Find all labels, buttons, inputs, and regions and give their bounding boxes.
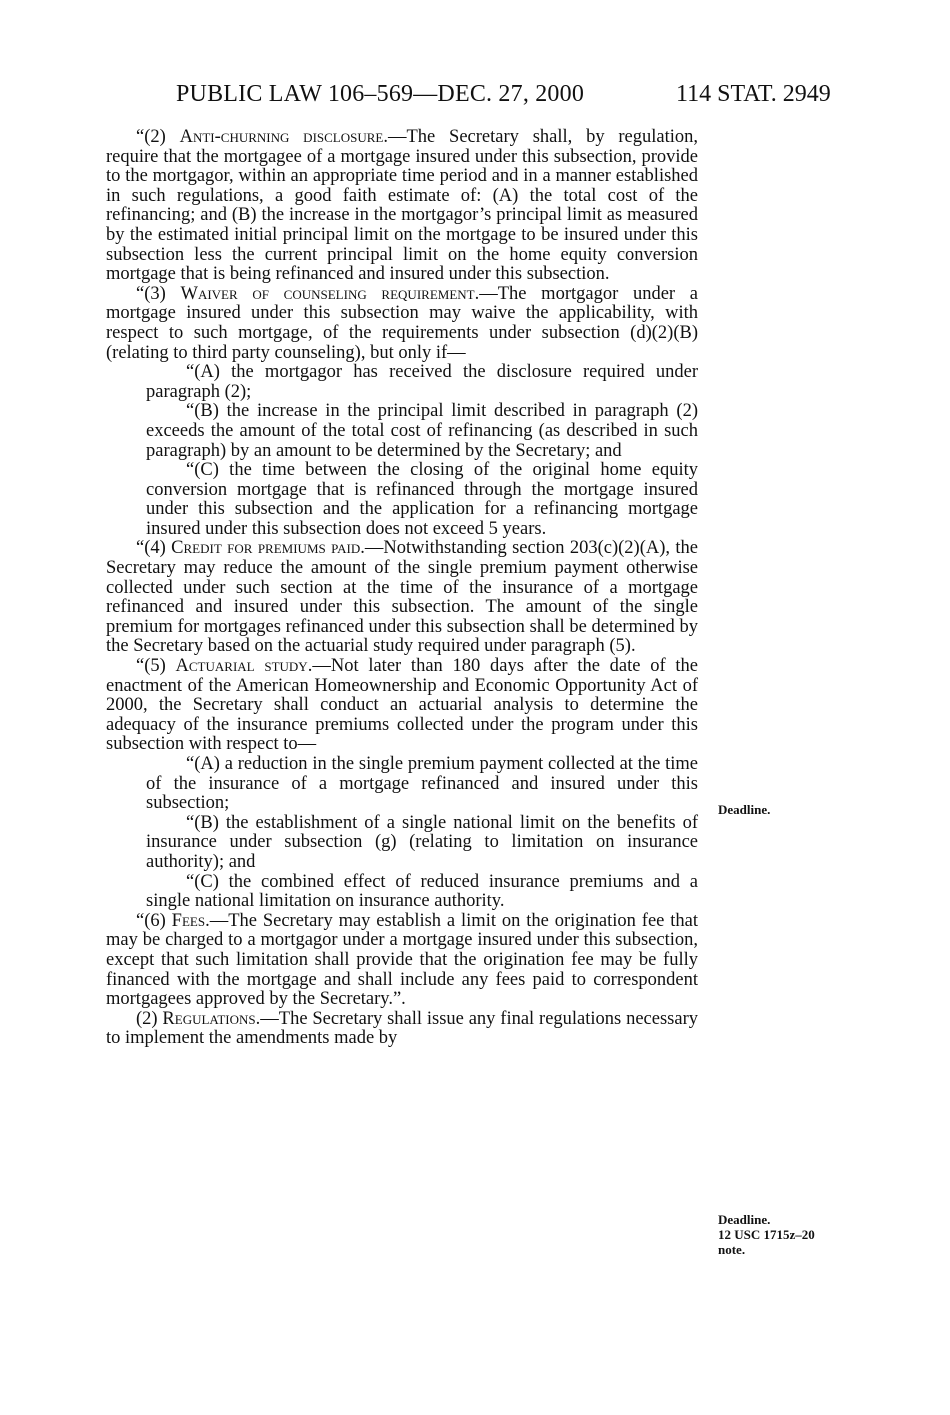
- margin-note-deadline: [718, 1212, 815, 1257]
- running-header-title: PUBLIC LAW 106–569—DEC. 27, 2000: [176, 81, 585, 107]
- paragraph-anti-churning-disclosure: “(2) Anti-churning disclosure.—The Secretary shall, by regulation, require that the mortgagee of a mortgage insured under this subsection, provide to the mortgagor, within an appropriate time period and in a manner established in such regulations, a good faith estimate of: (A) the total cost of the refinancing; and (B) the increase in the mortgagor’s principal limit as measured by the estimated initial principal limit on the mortgage to be insured under this subsection less the current principal limit on the home equity conversion mortgage that is being refinanced and insured under this subsection.: [106, 127, 698, 285]
- paragraph-regulations: (2) Regulations.—The Secretary shall issue any final regulations necessary to implement the amendments made by: [106, 1008, 698, 1049]
- section-heading: Fees: [171, 910, 206, 931]
- section-heading: Regulations: [162, 1008, 256, 1029]
- paragraph-actuarial-study: “(5) Actuarial study.—Not later than 180 days after the date of the enactment of the American Homeownership and Economic Opportunity Act of 2000, the Secretary shall conduct an actuarial analysis to determine the adequacy of the insurance premiums collected under the program under this subsection with respect to—: [106, 656, 698, 755]
- margin-note-deadline-label: Deadline.: [718, 1212, 771, 1227]
- paragraph-credit-for-premiums: “(4) Credit for premiums paid.—Notwithstanding section 203(c)(2)(A), the Secretary may reduce the amount of the single premium payment otherwise collected under such section at the time of the insurance of a mortgage refinanced and insured under this subsection. The amount of the single premium for mortgages refinanced under this subsection shall be determined by the Secretary based on the actuarial study required under paragraph (5).: [106, 538, 698, 657]
- section-heading: Credit for premiums paid: [171, 538, 361, 559]
- subparagraph-3b: “(B) the increase in the principal limit described in paragraph (2) exceeds the amount of the total cost of refinancing (as described in such paragraph) by an amount to be determined by the Secretary; and: [146, 401, 698, 461]
- section-heading: Waiver of counseling requirement: [180, 283, 475, 304]
- subparagraph-5b: “(B) the establishment of a single national limit on the benefits of insurance under subsection (g) (relating to limitation on insurance authority); and: [146, 812, 698, 872]
- paragraph-fees: “(6) Fees.—The Secretary may establish a limit on the origination fee that may be charged to a mortgagor under a mortgage insured under this subsection, except that such limitation shall provide that the origination fee may be fully financed with the mortgage and shall include any fees paid to correspondent mortgagees approved by the Secretary.”.: [106, 910, 698, 1010]
- subparagraph-5c: “(C) the combined effect of reduced insurance premiums and a single national limitation on insurance authority.: [146, 871, 698, 912]
- margin-note-usc-reference: 12 USC 1715z–20: [718, 1227, 815, 1242]
- margin-note-deadline: Deadline.: [718, 802, 771, 817]
- section-heading: Anti-churning disclosure: [179, 127, 384, 147]
- subparagraph-3a: “(A) the mortgagor has received the disclosure required under paragraph (2);: [146, 362, 698, 402]
- statute-body: [106, 128, 698, 1049]
- subparagraph-3c: “(C) the time between the closing of the original home equity conversion mortgage that is refinanced through the mortgage insured under this subsection and the application for a refinancing mortgage insured under this subsection does not exceed 5 years.: [146, 460, 698, 539]
- margin-note-note: note.: [718, 1242, 746, 1257]
- subparagraph-5a: “(A) a reduction in the single premium payment collected at the time of the insurance of a mortgage refinanced and insured under this subsection;: [146, 754, 698, 814]
- section-heading: Actuarial study: [175, 656, 308, 677]
- paragraph-waiver-of-counseling: “(3) Waiver of counseling requirement.—The mortgagor under a mortgage insured under this subsection may waive the applicability, with respect to such mortgage, of the requirements under subsection (d)(2)(B) (relating to third party counseling), but only if—: [106, 283, 698, 363]
- statute-page-number: 114 STAT. 2949: [676, 81, 831, 107]
